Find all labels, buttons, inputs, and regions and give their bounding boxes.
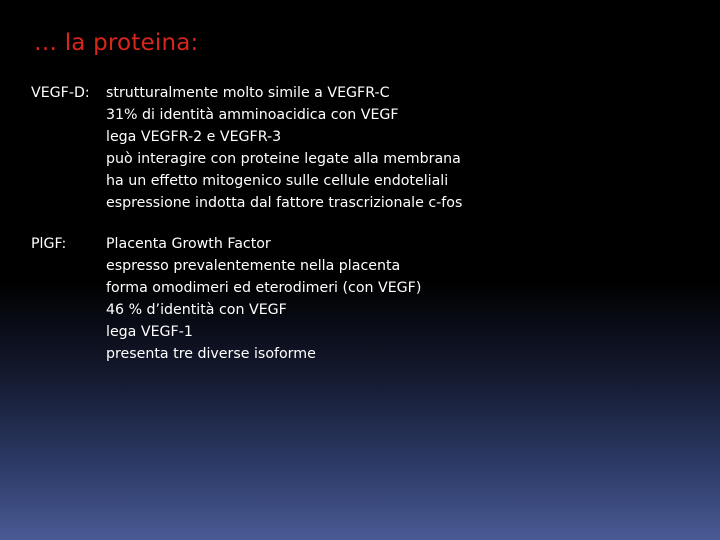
description-line: lega VEGFR-2 e VEGFR-3 [106, 129, 282, 145]
description-line: ha un effetto mitogenico sulle cellule endoteliali [106, 173, 449, 189]
section-plgf [31, 233, 421, 365]
description-line: forma omodimeri ed eterodimeri (con VEGF) [106, 280, 422, 296]
description-line: espressione indotta dal fattore trascrizionale c-fos [106, 195, 463, 211]
description-line: 31% di identità amminoacidica con VEGF [106, 107, 399, 123]
term-label: VEGF-D: [31, 85, 90, 101]
description-line: può interagire con proteine legate alla membrana [106, 151, 461, 167]
description-line: strutturalmente molto simile a VEGFR-C [106, 85, 390, 101]
description-list [31, 82, 462, 214]
description-list [31, 233, 421, 365]
description-line: presenta tre diverse isoforme [106, 346, 316, 362]
description-line: espresso prevalentemente nella placenta [106, 258, 401, 274]
description-line: 46 % d’identità con VEGF [106, 302, 287, 318]
description-line: lega VEGF-1 [106, 324, 193, 340]
term-label: PlGF: [31, 236, 67, 252]
section-vegf-d [31, 82, 462, 214]
description-line: Placenta Growth Factor [106, 236, 271, 252]
slide-title: … la proteina: [34, 30, 199, 56]
